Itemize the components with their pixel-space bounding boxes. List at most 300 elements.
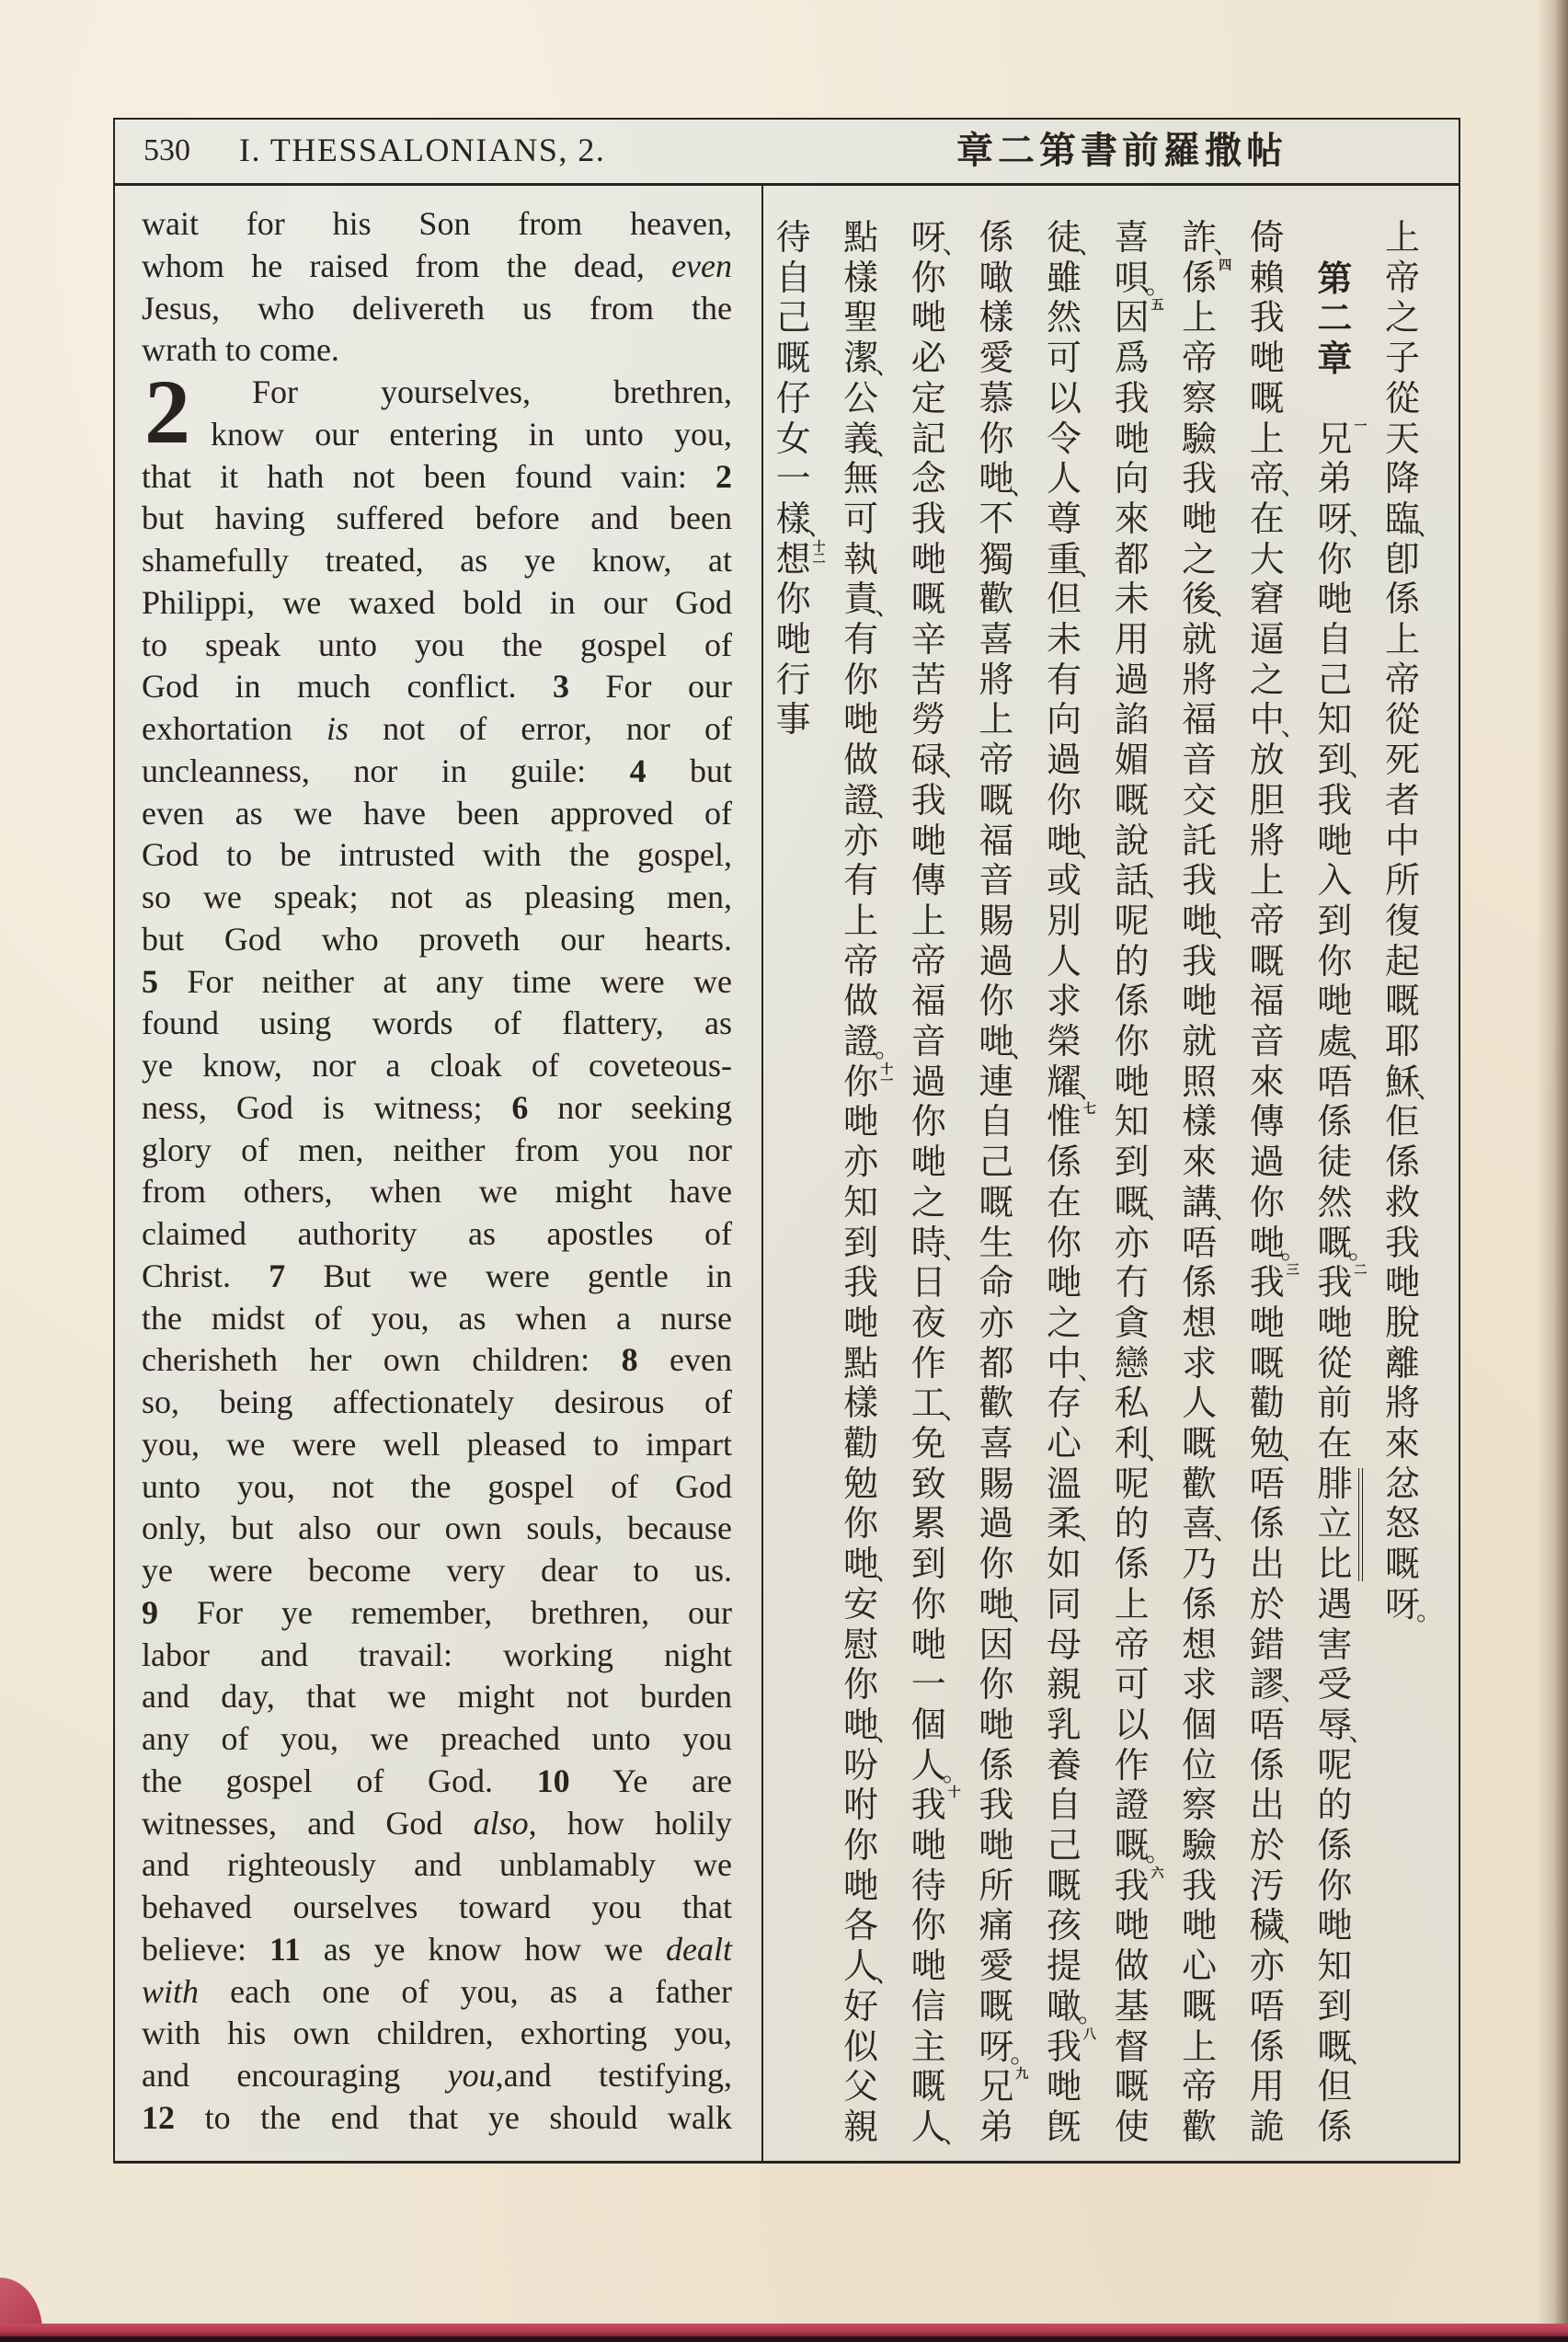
cjk-char: 錯: [1249, 1624, 1285, 1665]
cjk-char: 詐: [1182, 217, 1218, 258]
cjk-char: 唄: [1114, 257, 1150, 298]
cjk-char: 你: [1249, 1181, 1285, 1223]
cjk-punctuation: 、: [1145, 872, 1172, 903]
cjk-char: 到: [1317, 1985, 1353, 2026]
cjk-char: 你: [910, 1905, 946, 1946]
cjk-char: 我: [1114, 1865, 1150, 1906]
text-run: Ye are: [569, 1762, 732, 1799]
cjk-char: 我: [1384, 1222, 1420, 1263]
cjk-char: 來: [1249, 1061, 1285, 1102]
cjk-char: 帝: [910, 940, 946, 982]
cjk-char: 哋: [843, 1704, 879, 1745]
cjk-char: 求: [1182, 1342, 1218, 1383]
italic-text: dealt: [666, 1930, 732, 1968]
cjk-char: 過: [910, 1061, 946, 1102]
verse-marker-digit: 十: [812, 539, 826, 555]
text-run: the gospel of God.: [142, 1762, 537, 1799]
cjk-punctuation: 、: [1145, 1193, 1172, 1224]
cjk-char: 公: [843, 377, 879, 419]
cjk-char: 受: [1317, 1664, 1353, 1705]
cjk-punctuation: 、: [1078, 229, 1104, 259]
cjk-char: 哋: [1182, 900, 1218, 941]
italic-text: with: [142, 1972, 200, 2010]
italic-text: also: [473, 1804, 529, 1842]
cjk-char: 孩: [1046, 1905, 1082, 1946]
cjk-char: 嘅: [775, 338, 811, 379]
cjk-char: 出: [1249, 1785, 1285, 1826]
cjk-char: 嘅: [1114, 1181, 1150, 1223]
text-run: Christ.: [142, 1257, 269, 1294]
cjk-char: 唔: [1249, 1704, 1285, 1745]
cjk-char: 到: [1317, 740, 1353, 781]
cjk-char: 行: [775, 659, 811, 700]
cjk-char: 謬: [1249, 1664, 1285, 1705]
cjk-char: 嘅: [1182, 1985, 1218, 2026]
verse-marker-digit: 四: [1219, 258, 1232, 273]
cjk-punctuation: 、: [1348, 1716, 1375, 1747]
cjk-char: 咐: [843, 1785, 879, 1826]
cjk-char: 救: [1384, 1181, 1420, 1223]
cjk-char: 勉: [1249, 1423, 1285, 1464]
cjk-char: 我: [979, 1785, 1014, 1826]
cjk-char: 養: [1046, 1744, 1082, 1785]
cjk-char: 福: [1249, 981, 1285, 1022]
text-run: God to be intrusted with the gospel,: [142, 836, 732, 874]
cjk-char: 呀: [910, 217, 946, 258]
cjk-char: 我: [1182, 1865, 1218, 1906]
cjk-char: 哋: [910, 820, 946, 861]
cjk-char: 後: [1182, 579, 1218, 620]
text-run: For our: [568, 668, 733, 706]
cjk-char: 帝: [1182, 338, 1218, 379]
cjk-punctuation: 、: [1280, 1435, 1307, 1465]
verse-marker: [1286, 1265, 1300, 1277]
cjk-char: 交: [1182, 779, 1218, 821]
cjk-char: 大: [1249, 538, 1285, 580]
text-run: each one of you, as a father: [199, 1972, 732, 2010]
cjk-char: 愛: [979, 338, 1014, 379]
cjk-punctuation: 、: [875, 430, 901, 461]
cjk-char: 哋: [1114, 1061, 1150, 1102]
cjk-char: 嘅: [1114, 1825, 1150, 1866]
cjk-punctuation: 、: [942, 1395, 968, 1426]
cjk-char: 仔: [775, 377, 811, 419]
cjk-char: 我: [1046, 2026, 1082, 2067]
cjk-char: 喜: [979, 619, 1014, 660]
cjk-char: 所: [979, 1865, 1014, 1906]
cjk-char: 然: [1317, 1181, 1353, 1223]
cjk-char: 諂: [1114, 699, 1150, 740]
cjk-char: 唔: [1317, 1061, 1353, 1102]
cjk-char: 降: [1384, 458, 1420, 499]
cjk-char: 腓: [1317, 1463, 1353, 1504]
cjk-char: 我: [1317, 1262, 1353, 1303]
cjk-char: 察: [1182, 377, 1218, 419]
cjk-char: 因: [979, 1624, 1014, 1665]
running-title: I. THESSALONIANS, 2.: [239, 132, 606, 168]
cjk-char: 乃: [1182, 1544, 1218, 1585]
text-run: behaved ourselves toward you that: [142, 1889, 732, 1925]
text-run: Jesus, who delivereth us from the: [142, 289, 732, 327]
cjk-char: 同: [1046, 1583, 1082, 1624]
cjk-char: 己: [1046, 1825, 1082, 1866]
cjk-char: 用: [1249, 2066, 1285, 2107]
cjk-char: 從: [1317, 1342, 1353, 1383]
page-frame: [113, 118, 1460, 2164]
cjk-char: 各: [843, 1905, 879, 1946]
cjk-char: 的: [1114, 1503, 1150, 1544]
cjk-char: 於: [1249, 1825, 1285, 1866]
cjk-char: 嘅: [1249, 1342, 1285, 1383]
verse-number: 7: [269, 1257, 286, 1294]
cjk-char: 人: [910, 2106, 946, 2147]
cjk-char: 事: [775, 699, 811, 740]
cjk-char: 無: [843, 458, 879, 499]
text-run: ness, God is witness;: [142, 1088, 512, 1126]
cjk-char: 佢: [1384, 1101, 1420, 1142]
chapter-heading-char: 二: [1317, 297, 1353, 339]
cjk-char: 知: [1317, 699, 1353, 740]
cjk-char: 免: [910, 1423, 946, 1464]
text-run: but God who proveth our hearts.: [142, 920, 732, 958]
book-cover-edge: [0, 2324, 1568, 2336]
cjk-punctuation: 、: [1010, 470, 1036, 501]
cjk-char: 穌: [1384, 1061, 1420, 1102]
cjk-char: 乳: [1046, 1704, 1082, 1745]
cjk-char: 徒: [1046, 217, 1082, 258]
verse-marker-digit: 五: [1150, 298, 1164, 314]
cjk-char: 過: [979, 1503, 1014, 1544]
cjk-char: 個: [910, 1704, 946, 1745]
cjk-char: 你: [1046, 779, 1082, 821]
cjk-char: 之: [1249, 659, 1285, 700]
cjk-char: 你: [910, 257, 946, 298]
cjk-char: 樣: [775, 498, 811, 539]
cjk-char: 知: [843, 1181, 879, 1223]
cjk-char: 哋: [1046, 2066, 1082, 2107]
text-run: but having suffered before and been: [142, 499, 732, 537]
cjk-char: 前: [1317, 1383, 1353, 1424]
cjk-char: 你: [979, 981, 1014, 1022]
cjk-punctuation: 、: [1213, 912, 1240, 943]
cjk-char: 哋: [1046, 1262, 1082, 1303]
cjk-char: 復: [1384, 900, 1420, 941]
cjk-char: 照: [1182, 1061, 1218, 1102]
cjk-char: 樣: [1182, 1101, 1218, 1142]
cjk-char: 個: [1182, 1704, 1218, 1745]
cjk-char: 不: [979, 498, 1014, 539]
chinese-running-title: 章二第書前羅撒帖: [956, 129, 1288, 172]
cjk-punctuation: 、: [942, 1234, 968, 1265]
cjk-char: 哋: [1317, 820, 1353, 861]
cjk-punctuation: 、: [807, 510, 833, 541]
verse-marker-digit: 二: [1354, 1263, 1368, 1279]
cjk-char: 待: [775, 217, 811, 258]
cjk-char: 位: [1182, 1744, 1218, 1785]
text-run: that it hath not been found vain:: [142, 457, 715, 495]
cjk-char: 夜: [910, 1302, 946, 1343]
cjk-char: 帝: [979, 740, 1014, 781]
cjk-char: 天: [1384, 418, 1420, 459]
cjk-char: 必: [910, 338, 946, 379]
cjk-char: 知: [1317, 1946, 1353, 1987]
text-run: witnesses, and God: [142, 1804, 474, 1842]
page-edge-shadow: [1537, 0, 1568, 2342]
cjk-char: 點: [843, 217, 879, 258]
cjk-char: 你: [1114, 1021, 1150, 1062]
cjk-char: 爲: [1114, 338, 1150, 379]
text-run: For ye remember, brethren, our: [158, 1593, 732, 1631]
cjk-char: 你: [979, 1544, 1014, 1585]
italic-text: even: [671, 247, 732, 284]
cjk-char: 哋: [1317, 1905, 1353, 1946]
cjk-char: 己: [1317, 659, 1353, 700]
cjk-char: 命: [979, 1262, 1014, 1303]
cjk-char: 帝: [1249, 900, 1285, 941]
cjk-char: 主: [910, 2026, 946, 2067]
cjk-char: 作: [910, 1342, 946, 1383]
cjk-char: 辛: [910, 619, 946, 660]
verse-marker: [1014, 2069, 1029, 2081]
cjk-char: 帝: [1182, 2066, 1218, 2107]
cjk-char: 記: [910, 418, 946, 459]
text-run: For yourselves, brethren,: [252, 373, 732, 410]
cjk-char: 別: [1046, 900, 1082, 941]
cjk-char: 來: [1114, 498, 1150, 539]
cjk-char: 辱: [1317, 1704, 1353, 1745]
cjk-char: 冇: [1114, 1262, 1150, 1303]
verse-marker-digit: 九: [1015, 2067, 1029, 2083]
cjk-char: 脫: [1384, 1302, 1420, 1343]
cjk-char: 你: [843, 1503, 879, 1544]
cjk-char: 說: [1114, 820, 1150, 861]
cjk-punctuation: 。: [1280, 1234, 1307, 1265]
cjk-char: 話: [1114, 860, 1150, 901]
cjk-char: 之: [910, 1181, 946, 1223]
page-number: 530: [143, 133, 190, 167]
cjk-char: 你: [843, 659, 879, 700]
cjk-char: 傳: [1249, 1101, 1285, 1142]
cjk-char: 致: [910, 1463, 946, 1504]
cjk-char: 心: [1046, 1423, 1082, 1464]
cjk-punctuation: 。: [875, 1033, 901, 1063]
cjk-char: 係: [1182, 1583, 1218, 1624]
cjk-char: 哋: [1384, 1262, 1420, 1303]
cjk-char: 歡: [979, 1383, 1014, 1424]
cjk-char: 帝: [1114, 1624, 1150, 1665]
cjk-char: 向: [1046, 699, 1082, 740]
verse-marker-digit: 十: [947, 1785, 961, 1801]
cjk-char: 歡: [979, 579, 1014, 620]
cjk-char: 嘅: [979, 1985, 1014, 2026]
cjk-char: 過: [979, 940, 1014, 982]
cjk-char: 兄: [1317, 418, 1353, 459]
cjk-char: 的: [1317, 1785, 1353, 1826]
cjk-char: 人: [843, 1946, 879, 1987]
cjk-char: 託: [1182, 820, 1218, 861]
text-run: with his own children, exhorting you,: [142, 2015, 732, 2052]
verse-marker: [1082, 2026, 1097, 2042]
cjk-char: 證: [1114, 1785, 1150, 1826]
cjk-char: 哋: [1182, 1905, 1218, 1946]
cjk-char: 亦: [1249, 1946, 1285, 1987]
text-run: as ye know how we: [300, 1930, 666, 1968]
text-run: claimed authority as apostles of: [142, 1215, 732, 1252]
cjk-char: 遇: [1317, 1583, 1353, 1624]
text-run: not of error, nor of: [349, 710, 732, 747]
cjk-char: 音: [979, 860, 1014, 901]
cjk-char: 上: [910, 900, 946, 941]
cjk-char: 工: [910, 1383, 946, 1424]
cjk-char: 中: [1046, 1342, 1082, 1383]
cjk-char: 嘅: [1114, 2066, 1150, 2107]
cjk-char: 樣: [979, 297, 1014, 339]
cjk-char: 哋: [843, 1101, 879, 1142]
cjk-char: 詭: [1249, 2106, 1285, 2147]
text-run: nor seeking: [528, 1088, 732, 1126]
cjk-char: 胆: [1249, 779, 1285, 821]
cjk-char: 雖: [1046, 257, 1082, 298]
cjk-char: 講: [1182, 1181, 1218, 1223]
cjk-char: 義: [843, 418, 879, 459]
verse-marker: [812, 539, 827, 567]
cjk-char: 作: [1114, 1744, 1150, 1785]
cjk-char: 亦: [1114, 1222, 1150, 1263]
cjk-char: 來: [1182, 1142, 1218, 1183]
cjk-char: 福: [910, 981, 946, 1022]
cjk-char: 係: [1249, 1503, 1285, 1544]
cjk-punctuation: 、: [1145, 1435, 1172, 1465]
cjk-punctuation: 、: [875, 791, 901, 822]
cjk-char: 入: [1317, 860, 1353, 901]
cjk-char: 哋: [843, 1865, 879, 1906]
cjk-char: 哋: [910, 1946, 946, 1987]
cjk-char: 念: [910, 458, 946, 499]
text-run: exhortation: [142, 710, 327, 747]
cjk-char: 係: [1249, 2026, 1285, 2067]
cjk-char: 噉: [1046, 1985, 1082, 2026]
cjk-char: 自: [775, 257, 811, 298]
cjk-char: 想: [1182, 1624, 1218, 1665]
cjk-char: 喜: [979, 1423, 1014, 1464]
cjk-char: 自: [1317, 619, 1353, 660]
cjk-char: 噉: [979, 257, 1014, 298]
cjk-char: 哋: [910, 297, 946, 339]
cjk-char: 似: [843, 2026, 879, 2067]
cjk-punctuation: 、: [1348, 2038, 1375, 2069]
cjk-char: 唔: [1249, 1985, 1285, 2026]
cjk-char: 弟: [1317, 458, 1353, 499]
text-run: only, but also our own souls, because: [142, 1510, 732, 1547]
cjk-char: 人: [1046, 940, 1082, 982]
cjk-char: 你: [1317, 538, 1353, 580]
cjk-char: 哋: [979, 458, 1014, 499]
cjk-char: 求: [1046, 981, 1082, 1022]
cjk-char: 心: [1182, 1946, 1218, 1987]
cjk-char: 嘅: [1384, 1544, 1420, 1585]
cjk-char: 樣: [843, 1383, 879, 1424]
cjk-punctuation: 、: [1280, 470, 1307, 501]
text-run: any of you, we preached unto you: [142, 1720, 732, 1757]
cjk-char: 點: [843, 1342, 879, 1383]
cjk-char: 勸: [843, 1423, 879, 1464]
text-run: even: [637, 1341, 732, 1379]
text-run: For neither at any time were we: [158, 962, 732, 1000]
text-run: cherisheth her own children:: [142, 1341, 622, 1379]
text-run: and day, that we might not burden: [142, 1678, 732, 1716]
cjk-char: 嘅: [1317, 2026, 1353, 2067]
cjk-char: 處: [1317, 1021, 1353, 1062]
verse-marker-digit: 八: [1083, 2026, 1096, 2042]
cjk-char: 哋: [910, 1624, 946, 1665]
text-run: But we were gentle in: [285, 1257, 732, 1294]
cjk-char: 親: [843, 2106, 879, 2147]
cjk-char: 你: [1046, 1222, 1082, 1263]
cjk-char: 未: [1114, 579, 1150, 620]
cjk-char: 時: [910, 1222, 946, 1263]
cjk-char: 勸: [1249, 1383, 1285, 1424]
cjk-punctuation: 、: [1078, 550, 1104, 581]
cjk-char: 你: [910, 1101, 946, 1142]
cjk-char: 向: [1114, 458, 1150, 499]
cjk-char: 但: [1046, 579, 1082, 620]
verse-number: 6: [511, 1088, 529, 1126]
cjk-char: 係: [1317, 2106, 1353, 2147]
cjk-char: 想: [1182, 1302, 1218, 1343]
cjk-char: 哋: [910, 1825, 946, 1866]
cjk-char: 柔: [1046, 1503, 1082, 1544]
cjk-char: 以: [1046, 377, 1082, 419]
cjk-char: 愛: [979, 1946, 1014, 1987]
cjk-char: 人: [1182, 1383, 1218, 1424]
cjk-char: 喜: [1182, 1503, 1218, 1544]
text-run: to the end that ye should walk: [175, 2098, 732, 2136]
text-run: even as we have been approved of: [142, 794, 732, 832]
cjk-char: 亦: [979, 1302, 1014, 1343]
cjk-char: 音: [910, 1021, 946, 1062]
cjk-punctuation: 、: [942, 2118, 968, 2149]
verse-marker-digit: 七: [1083, 1102, 1096, 1118]
cjk-char: 貪: [1114, 1302, 1150, 1343]
cjk-char: 重: [1046, 538, 1082, 580]
text-run: Philippi, we waxed bold in our God: [142, 583, 732, 621]
cjk-char: 我: [1317, 779, 1353, 821]
cjk-char: 過: [1046, 740, 1082, 781]
text-run: shamefully treated, as ye know, at: [142, 542, 732, 579]
text-run: God in much conflict.: [142, 668, 553, 706]
cjk-punctuation: 。: [1348, 1234, 1375, 1265]
cjk-char: 係: [1249, 1744, 1285, 1785]
verse-number: 9: [142, 1593, 158, 1631]
chinese-column-block: [115, 120, 1459, 2161]
cjk-char: 尊: [1046, 498, 1082, 539]
cjk-char: 自: [1046, 1785, 1082, 1826]
cjk-char: 將: [1182, 659, 1218, 700]
cjk-char: 日: [910, 1262, 946, 1303]
text-run: the midst of you, as when a nurse: [142, 1299, 732, 1337]
cjk-char: 到: [1317, 900, 1353, 941]
cjk-char: 到: [1114, 1142, 1150, 1183]
cjk-char: 可: [1114, 1664, 1150, 1705]
text-run: so, being affectionately desirous of: [142, 1383, 732, 1420]
cjk-char: 弟: [979, 2106, 1014, 2147]
cjk-char: 哋: [1114, 1905, 1150, 1946]
cjk-char: 上: [843, 900, 879, 941]
text-run: glory of men, neither from you nor: [142, 1131, 732, 1168]
cjk-char: 上: [1249, 860, 1285, 901]
cjk-char: 呀: [1317, 498, 1353, 539]
cjk-char: 在: [1249, 498, 1285, 539]
